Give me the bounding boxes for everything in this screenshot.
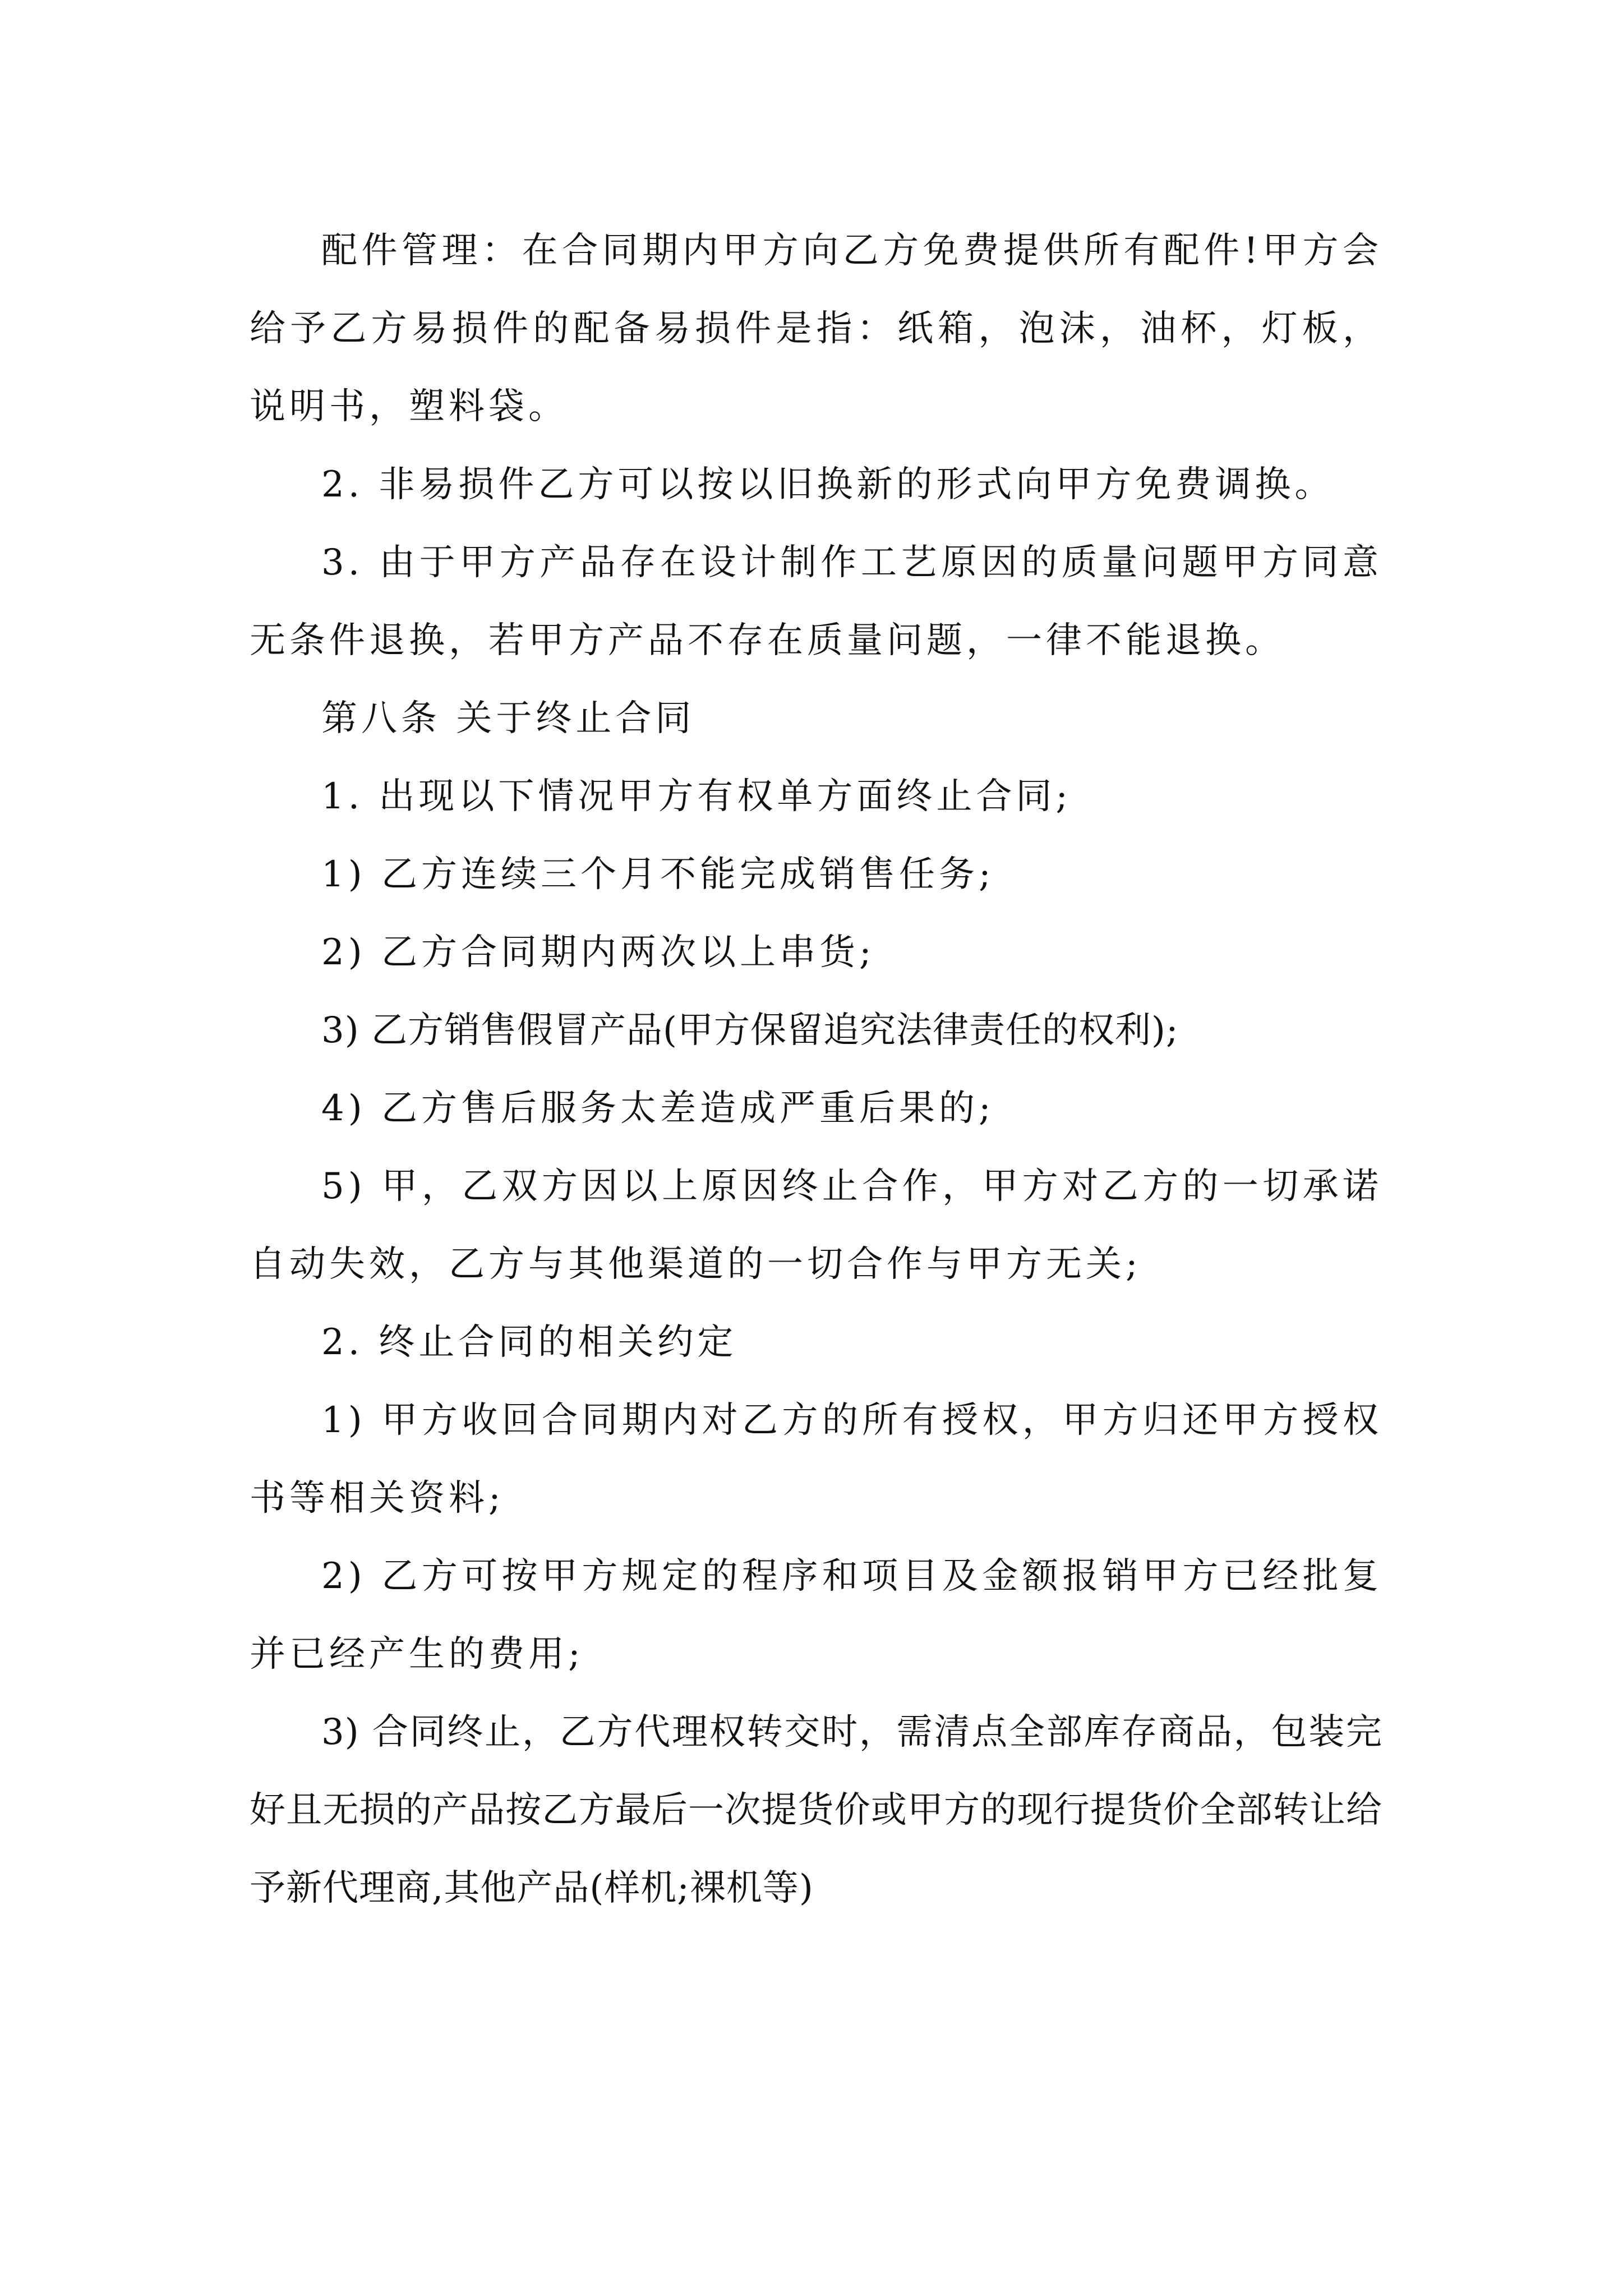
list-item-inventory-transfer: 3) 合同终止，乙方代理权转交时，需清点全部库存商品，包装完好且无损的产品按乙方最后一次提货价或甲方的现行提货价全部转让给予新代理商,其他产品(样机;裸机等) bbox=[250, 1711, 1382, 1909]
list-item-sales-target: 1) 乙方连续三个月不能完成销售任务; bbox=[321, 854, 995, 895]
list-item-commitments-void: 5) 甲，乙双方因以上原因终止合作，甲方对乙方的一切承诺自动失效，乙方与其他渠道的一切合作与甲方无关; bbox=[250, 1166, 1382, 1285]
list-item-cross-selling: 2) 乙方合同期内两次以上串货; bbox=[321, 932, 875, 973]
list-item-expense-reimbursement: 2) 乙方可按甲方规定的程序和项目及金额报销甲方已经批复并已经产生的费用; bbox=[250, 1556, 1382, 1675]
list-item-authorization-revoked: 1) 甲方收回合同期内对乙方的所有授权，甲方归还甲方授权书等相关资料; bbox=[250, 1400, 1382, 1519]
paragraph-termination-agreements: 2. 终止合同的相关约定 bbox=[321, 1322, 737, 1363]
list-item-after-sales: 4) 乙方售后服务太差造成严重后果的; bbox=[321, 1088, 995, 1129]
paragraph-accessory-management: 配件管理：在合同期内甲方向乙方免费提供所有配件!甲方会给予乙方易损件的配备易损件是指：纸箱，泡沫，油杯，灯板，说明书，塑料袋。 bbox=[250, 230, 1382, 427]
paragraph-non-wearing-parts: 2. 非易损件乙方可以按以旧换新的形式向甲方免费调换。 bbox=[321, 464, 1335, 505]
paragraph-termination-conditions: 1. 出现以下情况甲方有权单方面终止合同; bbox=[321, 776, 1072, 817]
paragraph-quality-returns: 3. 由于甲方产品存在设计制作工艺原因的质量问题甲方同意无条件退换，若甲方产品不存在质量问题，一律不能退换。 bbox=[250, 542, 1382, 661]
section-heading-article-8: 第八条 关于终止合同 bbox=[321, 698, 695, 739]
contract-body bbox=[250, 212, 1382, 1927]
list-item-counterfeit: 3) 乙方销售假冒产品(甲方保留追究法律责任的权利); bbox=[321, 1010, 1179, 1051]
